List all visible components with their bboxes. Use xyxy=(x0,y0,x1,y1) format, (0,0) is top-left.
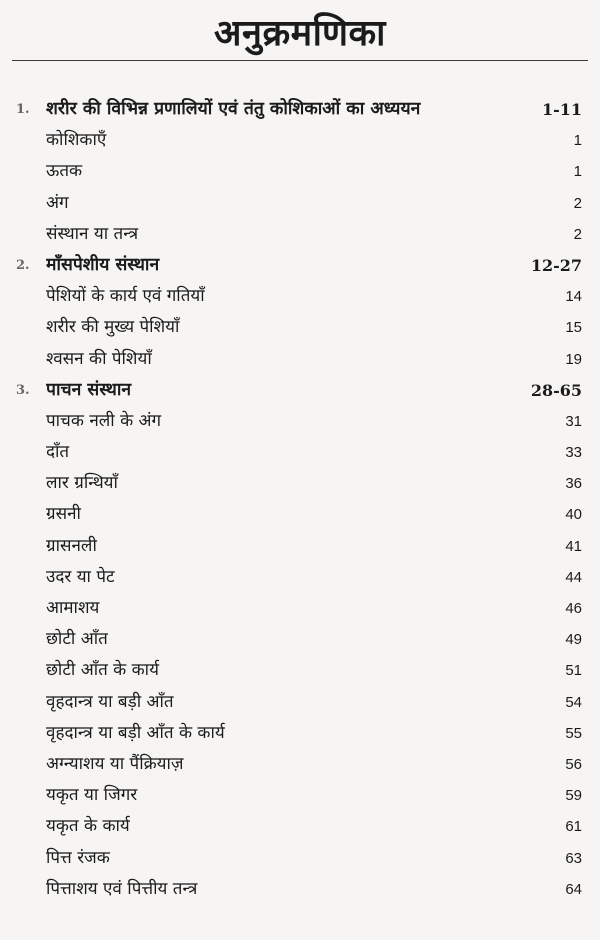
chapter-number: 1. xyxy=(16,102,30,117)
toc-item-row xyxy=(0,593,600,624)
toc-item-row xyxy=(0,531,600,562)
page-number: 56 xyxy=(565,755,582,773)
entry-title: ऊतक xyxy=(46,161,83,182)
entry-title: शरीर की विभिन्न प्रणालियों एवं तंतु कोशिकाओं का अध्ययन xyxy=(46,99,421,119)
toc-item-row xyxy=(0,406,600,437)
entry-title: यकृत या जिगर xyxy=(46,785,138,806)
page-number: 61 xyxy=(565,818,582,836)
toc-chapter-row xyxy=(0,94,600,125)
page-number: 14 xyxy=(565,288,582,306)
entry-title: ग्रसनी xyxy=(46,504,81,525)
entry-title: दाँत xyxy=(46,442,70,463)
toc-item-row xyxy=(0,344,600,375)
page-number: 31 xyxy=(565,412,582,430)
table-of-contents xyxy=(0,94,600,905)
page-number: 49 xyxy=(565,631,582,649)
page-number: 51 xyxy=(565,662,582,680)
toc-item-row xyxy=(0,468,600,499)
toc-item-row xyxy=(0,437,600,468)
toc-item-row xyxy=(0,219,600,250)
toc-item-row xyxy=(0,874,600,905)
page-number: 1 xyxy=(573,163,582,181)
entry-title: वृहदान्त्र या बड़ी आँत के कार्य xyxy=(46,722,225,743)
page-number: 59 xyxy=(565,787,582,805)
toc-item-row xyxy=(0,811,600,842)
entry-title: ग्रासनली xyxy=(46,535,97,556)
toc-item-row xyxy=(0,188,600,219)
entry-title: पेशियों के कार्य एवं गतियाँ xyxy=(46,286,205,307)
page-title: अनुक्रमणिका xyxy=(214,13,386,54)
toc-item-row xyxy=(0,125,600,156)
page-number: 2 xyxy=(573,225,582,243)
chapter-number: 2. xyxy=(16,257,30,273)
entry-title: छोटी आँत के कार्य xyxy=(46,660,159,681)
entry-title: यकृत के कार्य xyxy=(46,816,130,837)
page-number: 44 xyxy=(565,568,582,586)
entry-title: अंग xyxy=(46,192,69,213)
page-number: 28-65 xyxy=(530,380,582,400)
toc-item-row xyxy=(0,687,600,718)
page-number: 1 xyxy=(573,132,582,150)
page-number: 36 xyxy=(565,475,582,493)
page-number: 19 xyxy=(565,350,582,368)
toc-item-row xyxy=(0,749,600,780)
entry-title: पाचक नली के अंग xyxy=(46,410,162,431)
entry-title: कोशिकाएँ xyxy=(46,130,107,151)
toc-chapter-row xyxy=(0,375,600,406)
page-number: 2 xyxy=(573,194,582,212)
page-number: 12-27 xyxy=(530,255,582,275)
page-number: 15 xyxy=(565,319,582,337)
toc-item-row xyxy=(0,780,600,811)
toc-chapter-row xyxy=(0,250,600,281)
page-number: 33 xyxy=(565,444,582,462)
entry-title: छोटी आँत xyxy=(46,629,108,650)
chapter-number: 3. xyxy=(16,382,30,398)
toc-item-row xyxy=(0,624,600,655)
toc-item-row xyxy=(0,499,600,530)
toc-item-row xyxy=(0,281,600,312)
entry-title: माँसपेशीय संस्थान xyxy=(46,254,160,275)
entry-title: अग्न्याशय या पैंक्रियाज़ xyxy=(46,753,184,774)
entry-title: उदर या पेट xyxy=(46,566,115,587)
entry-title: पाचन संस्थान xyxy=(46,379,132,400)
page-number: 63 xyxy=(565,849,582,867)
toc-item-row xyxy=(0,655,600,686)
entry-title: लार ग्रन्थियाँ xyxy=(46,473,118,494)
title-divider xyxy=(12,60,588,61)
toc-item-row xyxy=(0,312,600,343)
page-number: 40 xyxy=(565,506,582,524)
toc-item-row xyxy=(0,156,600,187)
toc-item-row xyxy=(0,562,600,593)
entry-title: आमाशय xyxy=(46,598,100,618)
page-number: 64 xyxy=(565,880,582,898)
page-number: 46 xyxy=(565,600,582,617)
entry-title: पित्त रंजक xyxy=(46,847,110,868)
page-number: 54 xyxy=(565,693,582,711)
entry-title: श्वसन की पेशियाँ xyxy=(46,348,152,369)
page-number: 1-11 xyxy=(541,100,582,119)
entry-title: पित्ताशय एवं पित्तीय तन्त्र xyxy=(46,878,198,899)
entry-title: संस्थान या तन्त्र xyxy=(46,223,139,244)
page-number: 41 xyxy=(565,537,582,555)
page-number: 55 xyxy=(565,724,582,742)
entry-title: शरीर की मुख्य पेशियाँ xyxy=(46,317,180,338)
toc-item-row xyxy=(0,718,600,749)
entry-title: वृहदान्त्र या बड़ी आँत xyxy=(46,691,174,712)
toc-item-row xyxy=(0,843,600,874)
